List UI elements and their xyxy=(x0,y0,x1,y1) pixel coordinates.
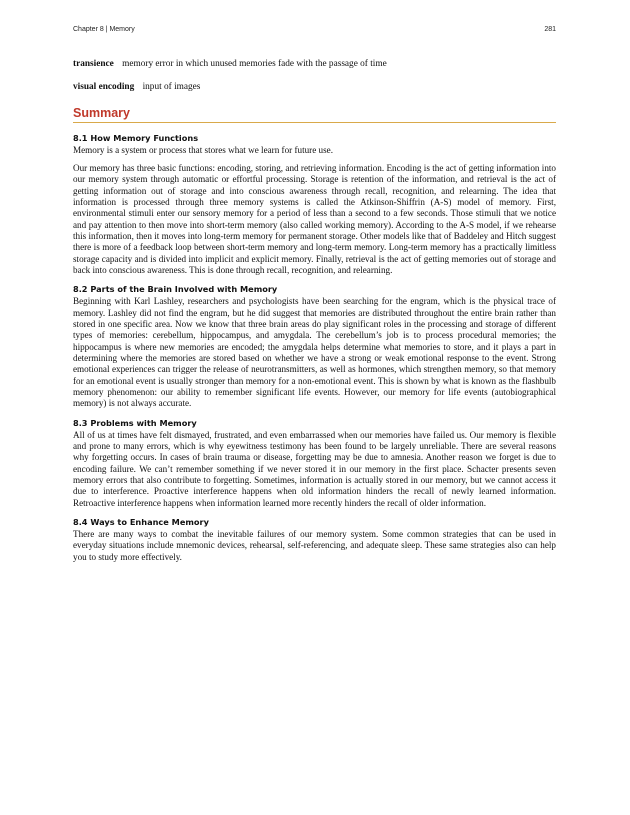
glossary-term: transience xyxy=(73,59,114,69)
page-number: 281 xyxy=(544,26,556,33)
section-paragraph: Our memory has three basic functions: encoding, storing, and retrieving information. Encoding is the act of getting information into our memory system through automatic or effortful processing. Storage is retention of the information, and retrieval is the act of getting information out of storage and into conscious awareness through recall, recognition, and relearning. The idea that information is processed through three memory systems is called the Atkinson-Shiffrin (A-S) model of memory. First, environmental stimuli enter our sensory memory for a period of less than a second to a few seconds. Those stimuli that we notice and pay attention to then move into short-term memory (also called working memory). According to the A-S model, if we rehearse this information, then it moves into long-term memory for permanent storage. Other models like that of Baddeley and Hitch suggest there is more of a feedback loop between short-term memory and long-term memory. Long-term memory has a practically limitless storage capacity and is divided into implicit and explicit memory. Finally, retrieval is the act of getting memories out of storage and back into conscious awareness. This is done through recall, recognition, and relearning. xyxy=(73,162,556,275)
section-heading-8-1: 8.1 How Memory Functions xyxy=(73,133,199,143)
section-heading-8-4: 8.4 Ways to Enhance Memory xyxy=(73,517,209,528)
section-heading-8-3: 8.3 Problems with Memory xyxy=(73,417,197,428)
glossary-definition: input of images xyxy=(142,82,201,92)
glossary-definition: memory error in which unused memories fade with the passage of time xyxy=(122,59,387,69)
glossary-entry xyxy=(73,58,556,71)
section-heading-8-2: 8.2 Parts of the Brain Involved with Memory xyxy=(73,284,278,295)
glossary-entry xyxy=(73,81,556,94)
glossary-term: visual encoding xyxy=(73,82,135,92)
summary-heading: Summary xyxy=(73,106,556,123)
section-paragraph: Beginning with Karl Lashley, researchers and psychologists have been searching for the engram, which is the physical trace of memory. Lashley did not find the engram, but he did suggest that memories are distributed throughout the entire brain rather than stored in one specific area. Now we know that three brain areas do play significant roles in the processing and storage of different types of memories: cerebellum, hippocampus, and amygdala. The cerebellum’s job is to process procedural memories; the hippocampus is where new memories are encoded; the amygdala helps determine what memories to store, and it plays a part in determining where the memories are stored based on whether we have a strong or weak emotional response to the event. Strong emotional experiences can trigger the release of neurotransmitters, as well as hormones, which strengthen memory, so that memory for an emotional event is usually stronger than memory for a non-emotional event. This is shown by what is known as the flashbulb memory phenomenon: our ability to remember significant life events. However, our memory for life events (autobiographical memory) is not always accurate. xyxy=(73,296,556,409)
page-content xyxy=(73,58,556,570)
running-header-chapter: Chapter 8 | Memory xyxy=(73,26,135,33)
section-paragraph: Memory is a system or process that stores what we learn for future use. xyxy=(73,145,333,155)
section-paragraph: There are many ways to combat the inevitable failures of our memory system. Some common strategies that can be used in everyday situations include mnemonic devices, rehearsal, self-referencing, and adequate sleep. These same strategies also can help you to study more effectively. xyxy=(73,529,556,562)
section-paragraph: All of us at times have felt dismayed, frustrated, and even embarrassed when our memories have failed us. Our memory is flexible and prone to many errors, which is why eyewitness testimony has been found to be largely unreliable. There are several reasons why forgetting occurs. In cases of brain trauma or disease, forgetting may be due to amnesia. Another reason we forget is due to encoding failure. We can’t remember something if we never stored it in our memory in the first place. Schacter presents seven memory errors that also contribute to forgetting. Sometimes, information is actually stored in our memory, but we cannot access it due to interference. Proactive interference happens when old information hinders the recall of newly learned information. Retroactive interference happens when information learned more recently hinders the recall of older information. xyxy=(73,429,556,508)
